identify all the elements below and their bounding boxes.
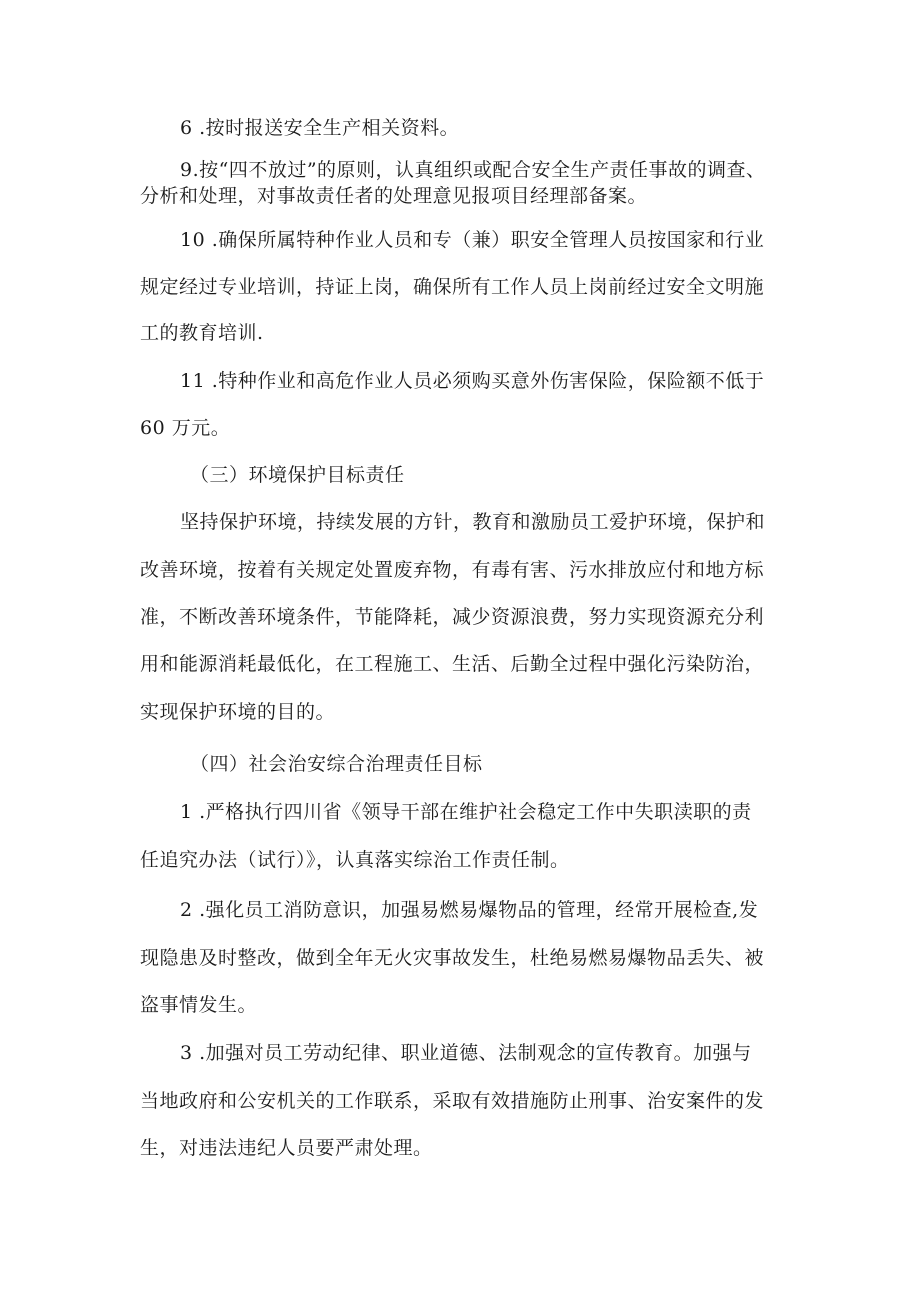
section-3-para-line-1: 坚持保护环境，持续发展的方针，教育和激励员工爱护环境，保护和 [180, 511, 766, 533]
s4-item-1-line-2: 任追究办法（试行）》，认真落实综治工作责任制。 [140, 849, 570, 871]
s4-item-3-line-3: 生，对违法违纪人员要严肃处理。 [140, 1137, 433, 1159]
s4-item-3-line-1: 3 .加强对员工劳动纪律、职业道德、法制观念的宣传教育。加强与 [180, 1042, 752, 1064]
item-11-line-1: 11 .特种作业和高危作业人员必须购买意外伤害保险，保险额不低于 [180, 370, 765, 392]
section-3-para-line-2: 改善环境，按着有关规定处置废弃物，有毒有害、污水排放应付和地方标 [140, 559, 765, 581]
item-11-line-2: 60 万元。 [140, 417, 231, 439]
item-6-line-1: 6 .按时报送安全生产相关资料。 [180, 117, 460, 139]
item-10-line-1: 10 .确保所属特种作业人员和专（兼）职安全管理人员按国家和行业 [180, 229, 765, 251]
section-3-para-line-4: 用和能源消耗最低化，在工程施工、生活、后勤全过程中强化污染防治， [140, 653, 765, 675]
s4-item-1-line-1: 1 .严格执行四川省《领导干部在维护社会稳定工作中失职渎职的责 [180, 801, 752, 823]
s4-item-2-line-1: 2 .强化员工消防意识，加强易燃易爆物品的管理，经常开展检查,发 [180, 899, 759, 921]
s4-item-2-line-3: 盗事情发生。 [140, 994, 258, 1016]
section-4-heading: （四）社会治安综合治理责任目标 [190, 753, 483, 775]
s4-item-2-line-2: 现隐患及时整改，做到全年无火灾事故发生，杜绝易燃易爆物品丢失、被 [140, 947, 765, 969]
item-10-line-2: 规定经过专业培训，持证上岗，确保所有工作人员上岗前经过安全文明施 [140, 276, 765, 298]
section-3-para-line-5: 实现保护环境的目的。 [140, 701, 336, 723]
item-9-line-2: 分析和处理，对事故责任者的处理意见报项目经理部备案。 [140, 185, 648, 207]
s4-item-3-line-2: 当地政府和公安机关的工作联系，采取有效措施防止刑事、治安案件的发 [140, 1090, 765, 1112]
section-3-para-line-3: 准，不断改善环境条件，节能降耗，减少资源浪费，努力实现资源充分利 [140, 606, 765, 628]
item-9-line-1: 9.按“四不放过”的原则，认真组织或配合安全生产责任事故的调查、 [180, 159, 766, 181]
item-10-line-3: 工的教育培训. [140, 322, 264, 344]
section-3-heading: （三）环境保护目标责任 [190, 464, 405, 486]
